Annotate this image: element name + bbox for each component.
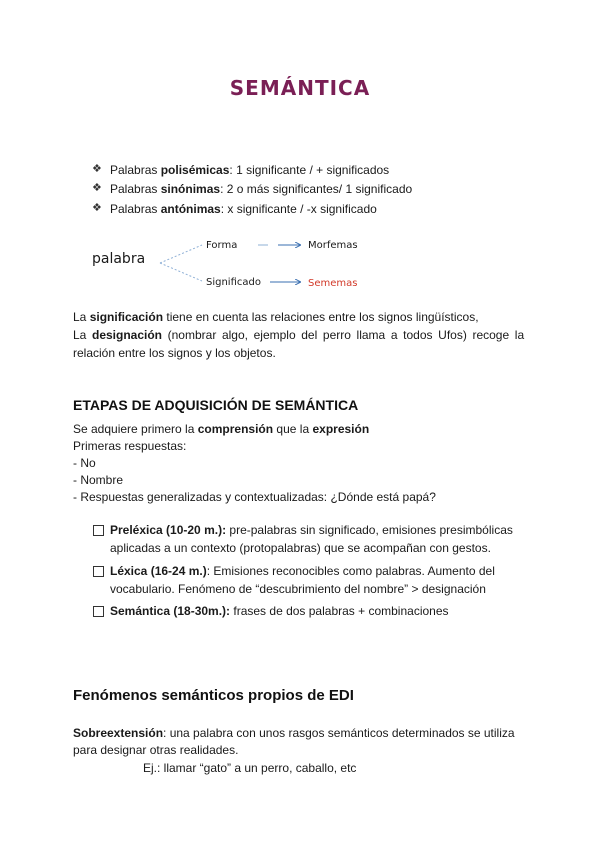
bullet-item <box>110 181 412 197</box>
diamond-bullet-icon: ❖ <box>92 163 102 175</box>
text: La <box>73 310 90 324</box>
stage-title: Semántica (18-30m.): <box>110 604 231 618</box>
list-item: - No <box>73 456 96 470</box>
stage-line <box>110 603 449 619</box>
text: frases de dos palabras + combinaciones <box>230 604 449 618</box>
definition-line <box>73 309 479 325</box>
sobreextension-line: para designar otras realidades. <box>73 743 239 757</box>
term-expresion: expresión <box>312 422 370 436</box>
stage-title: Preléxica (10-20 m.): <box>110 523 227 537</box>
checkbox-icon <box>93 606 104 617</box>
stage-line <box>110 563 495 579</box>
section-heading-etapas: ETAPAS DE ADQUISICIÓN DE SEMÁNTICA <box>73 397 359 413</box>
checkbox-icon <box>93 525 104 536</box>
diamond-bullet-icon: ❖ <box>92 182 102 194</box>
example-line: Ej.: llamar “gato” a un perro, caballo, etc <box>143 761 357 775</box>
bullet-item <box>110 201 377 217</box>
diagram-word: palabra <box>92 251 146 267</box>
bullet-bold: sinónimas <box>160 182 221 196</box>
section-heading-fenomenos: Fenómenos semánticos propios de EDI <box>73 687 354 704</box>
definition-line <box>73 327 525 343</box>
sobreextension-line <box>73 725 515 741</box>
term-sobreextension: Sobreextensión <box>73 726 164 740</box>
bullet-text: : 1 significante / + significados <box>229 163 390 177</box>
bullet-text: Palabras <box>110 182 161 196</box>
stage-title: Léxica (16-24 m.) <box>110 564 207 578</box>
text: La <box>73 328 92 342</box>
diagram-top-target: Morfemas <box>308 240 358 251</box>
term-designacion: designación <box>91 328 162 342</box>
bullet-bold: antónimas <box>160 202 221 216</box>
first-responses-label: Primeras respuestas: <box>73 439 187 453</box>
term-comprension: comprensión <box>197 422 274 436</box>
text: : una palabra con unos rasgos semánticos determinados se utiliza <box>163 726 515 740</box>
page-title: SEMÁNTICA <box>229 76 371 100</box>
list-item: - Respuestas generalizadas y contextualizadas: ¿Dónde está papá? <box>73 490 436 504</box>
bullet-text: Palabras <box>110 163 161 177</box>
bullet-bold: polisémicas <box>160 163 230 177</box>
bullet-text: : 2 o más significantes/ 1 significado <box>220 182 413 196</box>
list-item: - Nombre <box>73 473 124 487</box>
bullet-item <box>110 162 389 178</box>
stage-line: aplicadas a un contexto (protopalabras) que se acompañan con gestos. <box>110 541 491 555</box>
text: tiene en cuenta las relaciones entre los signos lingüísticos, <box>163 310 479 324</box>
diamond-bullet-icon: ❖ <box>92 202 102 214</box>
text: pre-palabras sin significado, emisiones presimbólicas <box>226 523 513 537</box>
intro-line <box>73 421 369 437</box>
text: (nombrar algo, ejemplo del perro llama a todos Ufos) recoge la <box>162 328 525 342</box>
stage-line <box>110 522 513 538</box>
text: : Emisiones reconocibles como palabras. Aumento del <box>206 564 495 578</box>
branch-line-top <box>160 245 202 263</box>
definition-line: relación entre los signos y los objetos. <box>73 346 276 360</box>
diagram-bottom-target: Sememas <box>308 278 358 289</box>
text: Se adquiere primero la <box>73 422 198 436</box>
bullet-text: Palabras <box>110 202 161 216</box>
diagram-bottom-label: Significado <box>206 277 261 288</box>
checkbox-icon <box>93 566 104 577</box>
stage-line: vocabulario. Fenómeno de “descubrimiento del nombre” > designación <box>110 582 486 596</box>
bullet-text: : x significante / -x significado <box>220 202 377 216</box>
term-significacion: significación <box>89 310 164 324</box>
text: que la <box>273 422 313 436</box>
diagram-top-label: Forma <box>206 240 238 251</box>
branch-line-bottom <box>160 263 202 281</box>
